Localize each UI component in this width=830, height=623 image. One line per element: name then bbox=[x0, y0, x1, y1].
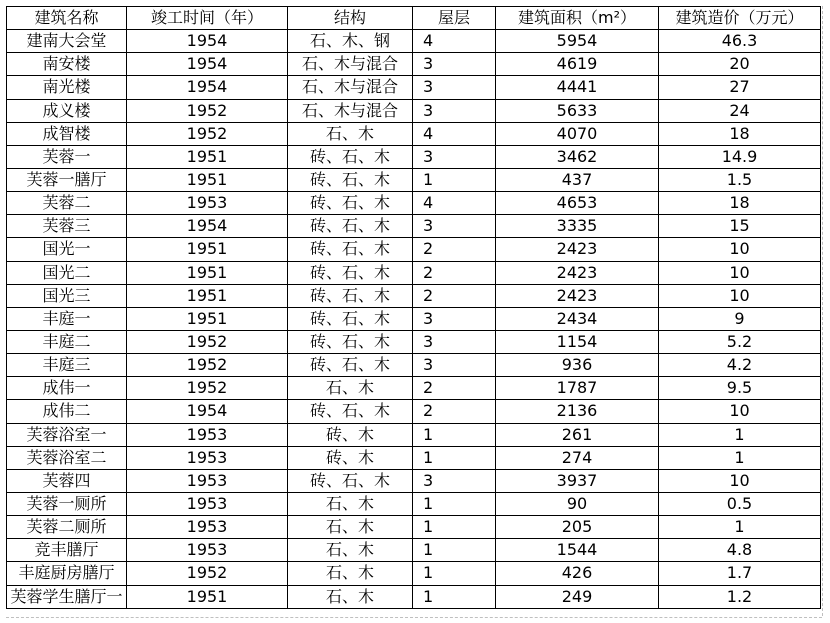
floors-cell[interactable]: 3 bbox=[413, 99, 496, 122]
structure-cell[interactable]: 石、木与混合 bbox=[288, 99, 413, 122]
floor-area-cell[interactable]: 2423 bbox=[496, 261, 659, 284]
floor-area-cell[interactable]: 936 bbox=[496, 354, 659, 377]
structure-cell[interactable]: 砖、石、木 bbox=[288, 238, 413, 261]
floors-cell[interactable]: 3 bbox=[413, 330, 496, 353]
completion-year-cell[interactable]: 1951 bbox=[127, 585, 288, 608]
completion-year-cell[interactable]: 1951 bbox=[127, 307, 288, 330]
floors-cell[interactable]: 2 bbox=[413, 284, 496, 307]
table-row bbox=[7, 99, 821, 122]
cost-cell[interactable]: 1.7 bbox=[659, 562, 821, 585]
table-row bbox=[7, 122, 821, 145]
floor-area-cell[interactable]: 1544 bbox=[496, 539, 659, 562]
table-row bbox=[7, 215, 821, 238]
floors-cell[interactable]: 3 bbox=[413, 307, 496, 330]
completion-year-cell[interactable]: 1954 bbox=[127, 215, 288, 238]
cost-cell[interactable]: 1.2 bbox=[659, 585, 821, 608]
floor-area-cell[interactable]: 426 bbox=[496, 562, 659, 585]
floors-cell[interactable]: 1 bbox=[413, 168, 496, 191]
completion-year-cell[interactable]: 1952 bbox=[127, 122, 288, 145]
structure-cell[interactable]: 石、木 bbox=[288, 585, 413, 608]
completion-year-cell[interactable]: 1952 bbox=[127, 330, 288, 353]
structure-cell[interactable]: 砖、石、木 bbox=[288, 469, 413, 492]
structure-cell[interactable]: 石、木 bbox=[288, 516, 413, 539]
floors-cell[interactable]: 2 bbox=[413, 377, 496, 400]
structure-cell[interactable]: 石、木、钢 bbox=[288, 30, 413, 53]
structure-cell[interactable]: 石、木 bbox=[288, 377, 413, 400]
table-row bbox=[7, 30, 821, 53]
floors-cell[interactable]: 3 bbox=[413, 215, 496, 238]
building-name-cell[interactable]: 成伟二 bbox=[7, 400, 127, 423]
completion-year-cell[interactable]: 1953 bbox=[127, 492, 288, 515]
cost-cell[interactable]: 9.5 bbox=[659, 377, 821, 400]
floors-cell[interactable]: 2 bbox=[413, 400, 496, 423]
building-name-cell[interactable]: 芙蓉一膳厅 bbox=[7, 168, 127, 191]
structure-cell[interactable]: 砖、石、木 bbox=[288, 354, 413, 377]
floors-cell[interactable]: 1 bbox=[413, 446, 496, 469]
cost-cell[interactable]: 18 bbox=[659, 122, 821, 145]
building-name-cell[interactable]: 芙蓉一厕所 bbox=[7, 492, 127, 515]
building-name-cell[interactable]: 成义楼 bbox=[7, 99, 127, 122]
table-row bbox=[7, 446, 821, 469]
building-name-cell[interactable]: 芙蓉二厕所 bbox=[7, 516, 127, 539]
header-row bbox=[7, 7, 821, 30]
table-row bbox=[7, 492, 821, 515]
buildings-table bbox=[6, 6, 821, 609]
table-row bbox=[7, 516, 821, 539]
floor-area-cell[interactable]: 1154 bbox=[496, 330, 659, 353]
floors-cell[interactable]: 2 bbox=[413, 261, 496, 284]
completion-year-cell[interactable]: 1951 bbox=[127, 238, 288, 261]
cost-cell[interactable]: 1.5 bbox=[659, 168, 821, 191]
completion-year-cell[interactable]: 1953 bbox=[127, 469, 288, 492]
cost-cell[interactable]: 1 bbox=[659, 516, 821, 539]
cost-cell[interactable]: 18 bbox=[659, 192, 821, 215]
cost-cell[interactable]: 10 bbox=[659, 261, 821, 284]
table-row bbox=[7, 469, 821, 492]
structure-cell[interactable]: 砖、石、木 bbox=[288, 284, 413, 307]
completion-year-cell[interactable]: 1953 bbox=[127, 516, 288, 539]
table-row bbox=[7, 539, 821, 562]
cost-cell[interactable]: 20 bbox=[659, 53, 821, 76]
floors-cell[interactable]: 1 bbox=[413, 423, 496, 446]
cost-cell[interactable]: 4.8 bbox=[659, 539, 821, 562]
building-name-cell[interactable]: 南光楼 bbox=[7, 76, 127, 99]
cost-cell[interactable]: 46.3 bbox=[659, 30, 821, 53]
table-row bbox=[7, 585, 821, 608]
structure-cell[interactable]: 砖、石、木 bbox=[288, 168, 413, 191]
floor-area-cell[interactable]: 90 bbox=[496, 492, 659, 515]
structure-cell[interactable]: 砖、石、木 bbox=[288, 261, 413, 284]
building-name-cell[interactable]: 芙蓉二 bbox=[7, 192, 127, 215]
structure-cell[interactable]: 砖、木 bbox=[288, 423, 413, 446]
table-row bbox=[7, 145, 821, 168]
table-row bbox=[7, 307, 821, 330]
cost-cell[interactable]: 10 bbox=[659, 284, 821, 307]
building-name-cell[interactable]: 建南大会堂 bbox=[7, 30, 127, 53]
structure-cell[interactable]: 砖、石、木 bbox=[288, 192, 413, 215]
building-name-cell[interactable]: 成智楼 bbox=[7, 122, 127, 145]
sheet-gridline-bottom bbox=[6, 617, 822, 618]
structure-cell[interactable]: 石、木 bbox=[288, 562, 413, 585]
structure-cell[interactable]: 砖、石、木 bbox=[288, 145, 413, 168]
floors-cell[interactable]: 2 bbox=[413, 238, 496, 261]
cost-cell[interactable]: 15 bbox=[659, 215, 821, 238]
building-name-cell[interactable]: 芙蓉浴室二 bbox=[7, 446, 127, 469]
floors-cell[interactable]: 4 bbox=[413, 192, 496, 215]
header-cost[interactable]: 建筑造价（万元） bbox=[659, 7, 821, 30]
floors-cell[interactable]: 1 bbox=[413, 562, 496, 585]
building-name-cell[interactable]: 竞丰膳厅 bbox=[7, 539, 127, 562]
floor-area-cell[interactable]: 5633 bbox=[496, 99, 659, 122]
completion-year-cell[interactable]: 1953 bbox=[127, 446, 288, 469]
floor-area-cell[interactable]: 437 bbox=[496, 168, 659, 191]
header-completion-year[interactable]: 竣工时间（年） bbox=[127, 7, 288, 30]
table-row bbox=[7, 53, 821, 76]
completion-year-cell[interactable]: 1954 bbox=[127, 30, 288, 53]
structure-cell[interactable]: 石、木与混合 bbox=[288, 76, 413, 99]
floor-area-cell[interactable]: 1787 bbox=[496, 377, 659, 400]
table-row bbox=[7, 192, 821, 215]
floor-area-cell[interactable]: 3937 bbox=[496, 469, 659, 492]
table-row bbox=[7, 562, 821, 585]
structure-cell[interactable]: 砖、木 bbox=[288, 446, 413, 469]
building-name-cell[interactable]: 南安楼 bbox=[7, 53, 127, 76]
floor-area-cell[interactable]: 2136 bbox=[496, 400, 659, 423]
cost-cell[interactable]: 10 bbox=[659, 400, 821, 423]
header-building-name[interactable]: 建筑名称 bbox=[7, 7, 127, 30]
building-name-cell[interactable]: 丰庭厨房膳厅 bbox=[7, 562, 127, 585]
structure-cell[interactable]: 石、木 bbox=[288, 122, 413, 145]
sheet-gridline-right bbox=[822, 6, 823, 616]
floor-area-cell[interactable]: 5954 bbox=[496, 30, 659, 53]
building-name-cell[interactable]: 芙蓉四 bbox=[7, 469, 127, 492]
floors-cell[interactable]: 4 bbox=[413, 30, 496, 53]
floors-cell[interactable]: 3 bbox=[413, 354, 496, 377]
floor-area-cell[interactable]: 261 bbox=[496, 423, 659, 446]
floor-area-cell[interactable]: 3335 bbox=[496, 215, 659, 238]
cost-cell[interactable]: 14.9 bbox=[659, 145, 821, 168]
structure-cell[interactable]: 石、木 bbox=[288, 492, 413, 515]
table-row bbox=[7, 238, 821, 261]
completion-year-cell[interactable]: 1951 bbox=[127, 284, 288, 307]
floor-area-cell[interactable]: 274 bbox=[496, 446, 659, 469]
header-floor-area[interactable]: 建筑面积（m²） bbox=[496, 7, 659, 30]
table-row bbox=[7, 284, 821, 307]
cost-cell[interactable]: 0.5 bbox=[659, 492, 821, 515]
building-name-cell[interactable]: 国光三 bbox=[7, 284, 127, 307]
header-floors[interactable]: 屋层 bbox=[413, 7, 496, 30]
building-name-cell[interactable]: 国光二 bbox=[7, 261, 127, 284]
cost-cell[interactable]: 10 bbox=[659, 469, 821, 492]
completion-year-cell[interactable]: 1953 bbox=[127, 192, 288, 215]
structure-cell[interactable]: 砖、石、木 bbox=[288, 215, 413, 238]
completion-year-cell[interactable]: 1951 bbox=[127, 168, 288, 191]
building-name-cell[interactable]: 成伟一 bbox=[7, 377, 127, 400]
table-row bbox=[7, 354, 821, 377]
structure-cell[interactable]: 石、木 bbox=[288, 539, 413, 562]
table-row bbox=[7, 377, 821, 400]
completion-year-cell[interactable]: 1954 bbox=[127, 76, 288, 99]
table-row bbox=[7, 400, 821, 423]
floors-cell[interactable]: 3 bbox=[413, 76, 496, 99]
floors-cell[interactable]: 3 bbox=[413, 53, 496, 76]
building-name-cell[interactable]: 丰庭三 bbox=[7, 354, 127, 377]
structure-cell[interactable]: 砖、石、木 bbox=[288, 307, 413, 330]
floor-area-cell[interactable]: 2423 bbox=[496, 284, 659, 307]
building-name-cell[interactable]: 丰庭二 bbox=[7, 330, 127, 353]
building-name-cell[interactable]: 丰庭一 bbox=[7, 307, 127, 330]
completion-year-cell[interactable]: 1952 bbox=[127, 354, 288, 377]
floor-area-cell[interactable]: 4619 bbox=[496, 53, 659, 76]
floors-cell[interactable]: 4 bbox=[413, 122, 496, 145]
cost-cell[interactable]: 5.2 bbox=[659, 330, 821, 353]
structure-cell[interactable]: 砖、石、木 bbox=[288, 400, 413, 423]
cost-cell[interactable]: 27 bbox=[659, 76, 821, 99]
building-name-cell[interactable]: 芙蓉一 bbox=[7, 145, 127, 168]
building-name-cell[interactable]: 国光一 bbox=[7, 238, 127, 261]
table-row bbox=[7, 168, 821, 191]
floor-area-cell[interactable]: 2434 bbox=[496, 307, 659, 330]
completion-year-cell[interactable]: 1951 bbox=[127, 261, 288, 284]
building-name-cell[interactable]: 芙蓉学生膳厅一 bbox=[7, 585, 127, 608]
floors-cell[interactable]: 1 bbox=[413, 585, 496, 608]
floor-area-cell[interactable]: 3462 bbox=[496, 145, 659, 168]
table-row bbox=[7, 76, 821, 99]
floors-cell[interactable]: 1 bbox=[413, 539, 496, 562]
completion-year-cell[interactable]: 1954 bbox=[127, 400, 288, 423]
floor-area-cell[interactable]: 4441 bbox=[496, 76, 659, 99]
floors-cell[interactable]: 1 bbox=[413, 516, 496, 539]
cost-cell[interactable]: 1 bbox=[659, 423, 821, 446]
cost-cell[interactable]: 4.2 bbox=[659, 354, 821, 377]
table-row bbox=[7, 261, 821, 284]
completion-year-cell[interactable]: 1953 bbox=[127, 539, 288, 562]
completion-year-cell[interactable]: 1952 bbox=[127, 99, 288, 122]
floors-cell[interactable]: 1 bbox=[413, 492, 496, 515]
completion-year-cell[interactable]: 1952 bbox=[127, 562, 288, 585]
floor-area-cell[interactable]: 4070 bbox=[496, 122, 659, 145]
floor-area-cell[interactable]: 2423 bbox=[496, 238, 659, 261]
floor-area-cell[interactable]: 249 bbox=[496, 585, 659, 608]
completion-year-cell[interactable]: 1954 bbox=[127, 53, 288, 76]
floor-area-cell[interactable]: 4653 bbox=[496, 192, 659, 215]
cost-cell[interactable]: 24 bbox=[659, 99, 821, 122]
table-row bbox=[7, 330, 821, 353]
structure-cell[interactable]: 砖、石、木 bbox=[288, 330, 413, 353]
completion-year-cell[interactable]: 1951 bbox=[127, 145, 288, 168]
floor-area-cell[interactable]: 205 bbox=[496, 516, 659, 539]
cost-cell[interactable]: 10 bbox=[659, 238, 821, 261]
building-name-cell[interactable]: 芙蓉三 bbox=[7, 215, 127, 238]
structure-cell[interactable]: 石、木与混合 bbox=[288, 53, 413, 76]
completion-year-cell[interactable]: 1952 bbox=[127, 377, 288, 400]
cost-cell[interactable]: 1 bbox=[659, 446, 821, 469]
floors-cell[interactable]: 3 bbox=[413, 145, 496, 168]
table-row bbox=[7, 423, 821, 446]
floors-cell[interactable]: 3 bbox=[413, 469, 496, 492]
completion-year-cell[interactable]: 1953 bbox=[127, 423, 288, 446]
table-body bbox=[7, 30, 821, 609]
building-name-cell[interactable]: 芙蓉浴室一 bbox=[7, 423, 127, 446]
cost-cell[interactable]: 9 bbox=[659, 307, 821, 330]
header-structure[interactable]: 结构 bbox=[288, 7, 413, 30]
